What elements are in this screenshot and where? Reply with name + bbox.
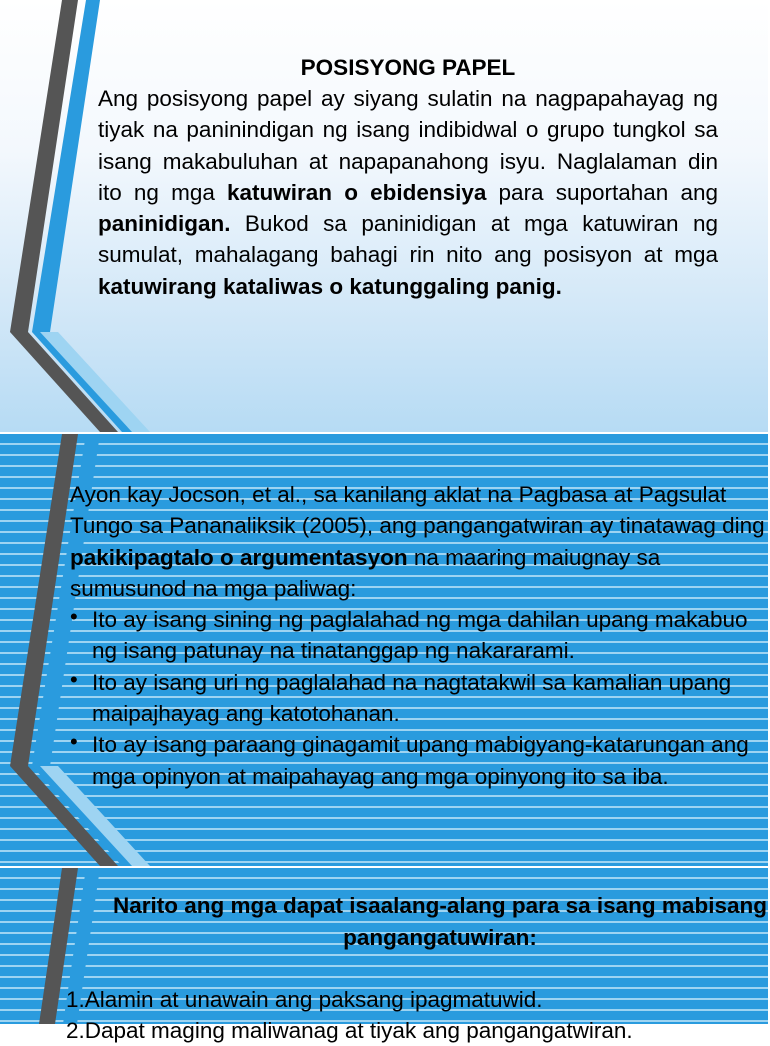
- slide-title: POSISYONG PAPEL: [300, 55, 516, 80]
- list-item: 2.Dapat maging maliwanag at tiyak ang pangangatwiran.: [66, 1018, 633, 1043]
- considerations-heading: Narito ang mga dapat isaalang-alang para sa isang mabisang pangangatuwiran:: [113, 893, 767, 950]
- slide-pangangatwiran: [0, 434, 768, 866]
- bullet-icon: •: [70, 604, 78, 630]
- emphasis-paninidigan: paninidigan.: [98, 211, 231, 237]
- slide-dapat-isaalang-alang: [0, 868, 768, 1043]
- emphasis-katunggaling-panig: katuwirang kataliwas o katunggaling panig.: [98, 273, 562, 299]
- intro-paragraph: Ayon kay Jocson, et al., sa kanilang aklat na Pagbasa at Pagsulat Tungo sa Pananaliksik (2005), ang pangangatwiran ay tinatawag ding pakikipagtalo o argumentasyon na maaring maiugnay sa sumusunod na mga paliwag:: [70, 482, 765, 601]
- argumentation-text: [70, 479, 768, 792]
- bullet-icon: •: [70, 666, 78, 692]
- bullet-item: • Ito ay isang paraang ginagamit upang mabigyang-katarungan ang mga opinyon at maipahayag ang mga opinyong ito sa iba.: [70, 729, 768, 792]
- bullet-item: • Ito ay isang sining ng paglalahad ng mga dahilan upang makabuo ng isang patunay na tinatanggap ng nakararami.: [70, 604, 768, 667]
- slide-posisyong-papel: [0, 0, 768, 432]
- emphasis-argumentasyon: pakikipagtalo o argumentasyon: [70, 544, 408, 570]
- definition-paragraph: Ang posisyong papel ay siyang sulatin na nagpapahayag ng tiyak na paninindigan ng isang indibidwal o grupo tungkol sa isang makabuluhan at napapanahong isyu. Naglalaman din ito ng mga katuwiran o ebidensiya para suportahan ang paninidigan. Bukod sa paninidigan at mga katuwiran ng sumulat, mahalagang bahagi rin nito ang posisyon at mga katuwirang kataliwas o katunggaling panig.: [98, 86, 718, 299]
- bullet-item: • Ito ay isang uri ng paglalahad na nagtatakwil sa kamalian upang maipajhayag ang katotohanan.: [70, 667, 768, 730]
- emphasis-katuwiran: katuwiran o ebidensiya: [227, 179, 487, 205]
- list-item: 1.Alamin at unawain ang paksang ipagmatuwid.: [66, 987, 543, 1012]
- bullet-icon: •: [70, 729, 78, 755]
